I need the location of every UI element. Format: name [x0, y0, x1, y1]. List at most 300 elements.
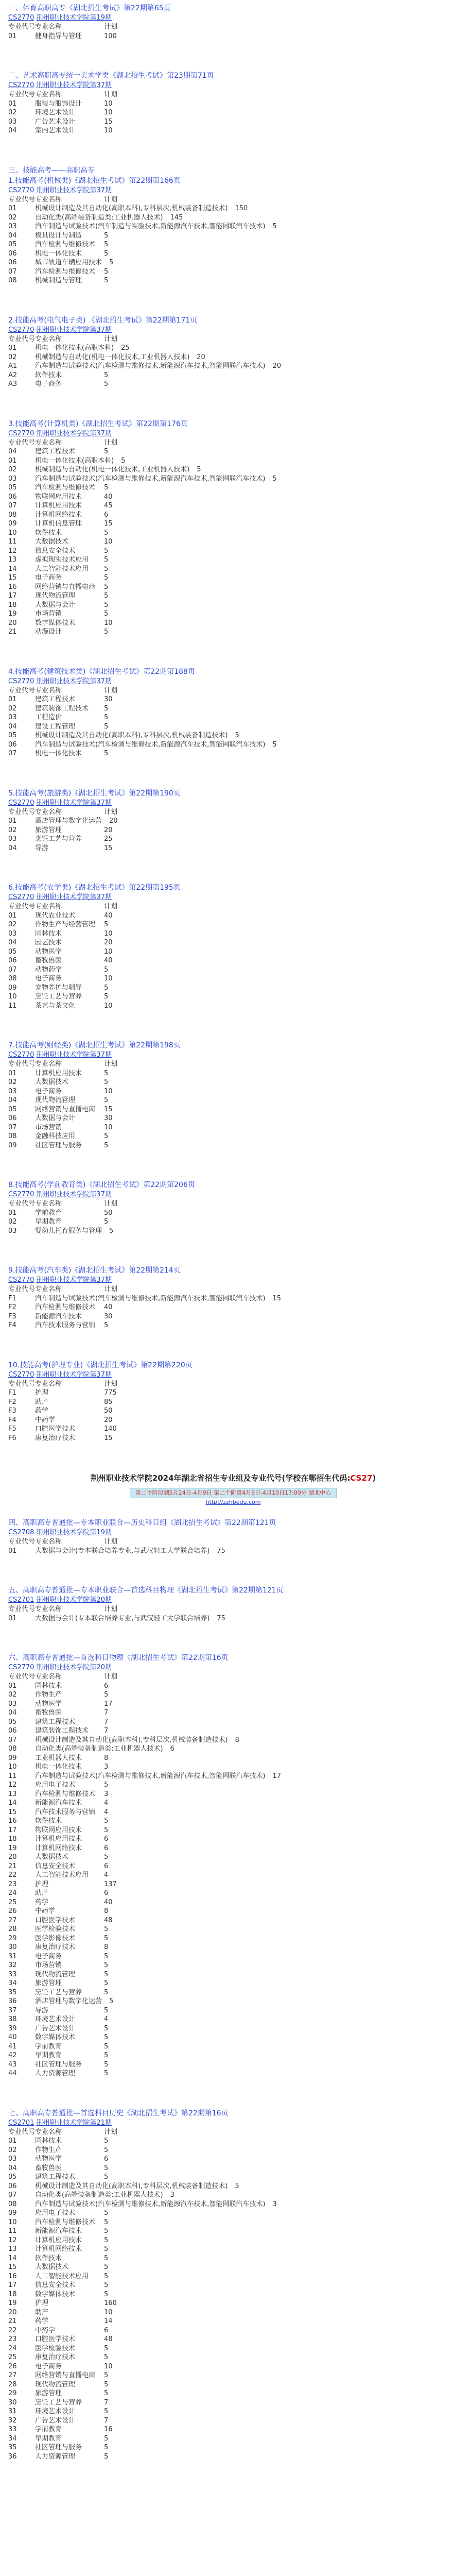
row-code: 01	[8, 2137, 17, 2145]
row-plan: 30	[104, 1312, 113, 1320]
row-name: 汽车制造与试验技术(汽车制造与实验技术,新能源汽车技术,智能网联汽车技术)	[35, 223, 266, 230]
table-row	[8, 2344, 458, 2353]
group-code-link[interactable]: CS2770	[8, 326, 34, 334]
row-plan: 5	[104, 556, 109, 564]
school-group-link[interactable]: 荆州职业技术学院第37期	[36, 799, 112, 807]
row-name: 自动化类(高端装备制造类:工业机器人技术)	[35, 1745, 163, 1753]
row-code: 35	[8, 2444, 17, 2451]
group-link-line	[8, 1663, 458, 1672]
row-plan: 5	[104, 2024, 109, 2032]
table-row	[8, 2353, 458, 2362]
row-code: 08	[8, 1132, 17, 1140]
table-row	[8, 362, 458, 371]
table-row	[8, 2416, 458, 2426]
section-title: 5.技能高考(旅游类)《湖北招生考试》第22期第190页	[8, 789, 181, 798]
table-row	[8, 1398, 458, 1407]
table-row	[8, 258, 458, 267]
row-code: 14	[8, 1799, 17, 1807]
group-code-link[interactable]: CS2770	[8, 1051, 34, 1059]
row-code: 38	[8, 2015, 17, 2023]
row-code: 01	[8, 456, 17, 465]
row-plan: 75	[217, 1547, 225, 1555]
row-code: 02	[8, 2146, 17, 2154]
row-plan: 5	[104, 371, 109, 379]
school-group-link[interactable]: 荆州职业技术学院第37期	[36, 429, 112, 437]
row-code: 10	[8, 1763, 17, 1771]
row-code: F6	[8, 1434, 16, 1442]
table-row	[8, 2380, 458, 2389]
table-row	[8, 213, 458, 223]
row-code: 36	[8, 2452, 17, 2461]
group-code-link[interactable]: CS2701	[8, 2119, 34, 2127]
school-group-link[interactable]: 荆州职业技术学院第19期	[36, 1529, 112, 1536]
row-plan: 5	[104, 2371, 109, 2379]
row-code: 05	[8, 241, 17, 248]
row-code: 22	[8, 1871, 17, 1879]
row-plan: 5	[104, 2254, 109, 2262]
row-code: 34	[8, 1979, 17, 1987]
row-name: 康复治疗技术	[35, 1434, 76, 1442]
program-section	[8, 1360, 458, 1443]
row-plan: 5	[104, 2033, 109, 2041]
table-row	[8, 1069, 458, 1078]
row-plan: 4	[104, 1799, 109, 1807]
row-plan: 7	[104, 2398, 109, 2406]
table-row	[8, 1682, 458, 1691]
group-code-link[interactable]: CS2770	[8, 799, 34, 807]
row-name: 建设工程管理	[35, 722, 76, 731]
row-plan: 5	[272, 474, 277, 483]
row-plan: 5	[104, 2209, 109, 2217]
group-link-line	[8, 893, 458, 902]
table-row	[8, 117, 458, 127]
row-code: 07	[8, 267, 17, 276]
row-plan: 7	[104, 1727, 109, 1735]
table-row	[8, 1096, 458, 1105]
row-name: 园艺技术	[35, 939, 62, 946]
school-group-link[interactable]: 荆州职业技术学院第37期	[36, 1051, 112, 1059]
row-plan: 5	[104, 921, 109, 928]
row-code: 03	[8, 1087, 17, 1095]
row-plan: 5	[104, 565, 109, 573]
row-name: 汽车制造与试验技术(汽车检测与维修技术,新能源汽车技术,智能网联汽车技术)	[35, 474, 266, 483]
section-title: 二、艺术高职高专统一美术学类《湖北招生考试》第23期第71页	[8, 72, 214, 80]
row-name: 社区管理与服务	[35, 2444, 82, 2451]
section-title: 一、体育高职高专《湖北招生考试》第22期第65页	[8, 4, 171, 12]
row-name: 现代物流管理	[35, 2380, 76, 2388]
table-row	[8, 2371, 458, 2380]
row-name: 汽车制造与试验技术(汽车检测与维修技术,新能源汽车技术,智能网联汽车技术)	[35, 1294, 266, 1302]
row-name: 社区管理与服务	[35, 1141, 82, 1149]
group-link-line	[8, 1528, 458, 1537]
table-header	[8, 195, 458, 205]
table-row	[8, 1925, 458, 1934]
table-row	[8, 2452, 458, 2462]
table-row	[8, 1321, 458, 1330]
row-name: 汽车检测与维修技术	[35, 2218, 96, 2226]
table-row	[8, 1132, 458, 1141]
group-link-line	[8, 1190, 458, 1199]
header-plan: 计划	[104, 1200, 118, 1208]
row-plan: 5	[104, 2164, 109, 2172]
row-name: 助产	[35, 2308, 49, 2316]
row-name: 软件技术	[35, 1817, 62, 1825]
table-row	[8, 555, 458, 565]
row-code: 24	[8, 1889, 17, 1897]
table-row	[8, 2173, 458, 2182]
header-plan: 计划	[104, 686, 118, 694]
group-code-link[interactable]: CS2770	[8, 893, 34, 901]
row-name: 药学	[35, 2317, 49, 2325]
table-row	[8, 1736, 458, 1745]
row-code: 18	[8, 2290, 17, 2298]
row-name: 建筑装饰工程技术	[35, 1727, 89, 1735]
row-code: 09	[8, 2209, 17, 2217]
table-row	[8, 2290, 458, 2299]
row-plan: 15	[104, 1105, 113, 1113]
table-row	[8, 1898, 458, 1907]
row-plan: 5	[104, 965, 109, 974]
row-code: 17	[8, 592, 17, 600]
row-plan: 5	[104, 1925, 109, 1933]
row-code: 08	[8, 511, 17, 519]
row-plan: 5	[121, 456, 126, 465]
school-group-link[interactable]: 荆州职业技术学院第37期	[36, 677, 112, 685]
table-row	[8, 1952, 458, 1961]
section-title: 五、高职高专普通批—专本职业联合—首选科目物理《湖北招生考试》第22期第121页	[8, 1586, 284, 1595]
row-code: 37	[8, 2006, 17, 2014]
row-name: 电子商务	[35, 574, 62, 582]
row-name: 物联网应用技术	[35, 493, 82, 501]
row-code: 04	[8, 722, 17, 731]
table-row	[8, 344, 458, 353]
row-name: 网络营销与直播电商	[35, 1105, 96, 1113]
table-row	[8, 749, 458, 758]
table-row	[8, 601, 458, 610]
row-code: 03	[8, 474, 17, 483]
header-plan: 计划	[104, 1538, 118, 1546]
row-plan: 150	[235, 205, 248, 212]
row-name: 计算机应用技术	[35, 2236, 82, 2244]
row-plan: 20	[109, 817, 118, 825]
row-name: 室内艺术设计	[35, 127, 76, 134]
row-name: 人力资源管理	[35, 2452, 76, 2461]
row-code: F1	[8, 1389, 16, 1397]
table-row	[8, 483, 458, 493]
table-row	[8, 1726, 458, 1736]
header-name: 专业名称	[35, 686, 62, 694]
table-row	[8, 2051, 458, 2060]
table-row	[8, 1434, 458, 1443]
row-name: 园林技术	[35, 1682, 62, 1690]
row-plan: 8	[104, 1754, 109, 1762]
header-code: 专业代号	[8, 1200, 36, 1208]
group-code-link[interactable]: CS2770	[8, 186, 34, 194]
header-code: 专业代号	[8, 1285, 36, 1293]
row-plan: 7	[104, 1709, 109, 1717]
row-name: 工业机器人技术	[35, 1754, 82, 1762]
section-title: 七、高职高专普通批—首选科目历史《湖北招生考试》第22期第16页	[8, 2109, 229, 2117]
row-name: 人工智能技术应用	[35, 565, 89, 573]
table-row	[8, 947, 458, 957]
row-plan: 6	[104, 511, 109, 519]
row-code: F1	[8, 1294, 16, 1302]
table-row	[8, 740, 458, 750]
table-row	[8, 231, 458, 241]
table-row	[8, 2299, 458, 2308]
table-row	[8, 1227, 458, 1236]
table-row	[8, 2155, 458, 2164]
table-row	[8, 2042, 458, 2052]
row-code: 20	[8, 619, 17, 627]
header-plan: 计划	[104, 1605, 118, 1613]
row-name: 中药学	[35, 1416, 56, 1424]
table-row	[8, 1217, 458, 1227]
row-name: 口腔医学技术	[35, 1425, 76, 1433]
table-row	[8, 929, 458, 939]
row-name: 建筑工程技术	[35, 1718, 76, 1726]
row-plan: 5	[235, 2182, 239, 2190]
row-name: 医学检验技术	[35, 2344, 76, 2352]
row-plan: 10	[104, 1087, 113, 1095]
row-code: 07	[8, 965, 17, 974]
row-code: 07	[8, 2191, 17, 2199]
row-name: 金融科技应用	[35, 1132, 76, 1140]
table-row	[8, 1997, 458, 2006]
row-name: 烹饪工艺与营养	[35, 2398, 82, 2406]
table-row	[8, 447, 458, 456]
banner-title-suffix: )	[372, 1473, 376, 1483]
row-code: 02	[8, 1691, 17, 1699]
row-name: 中药学	[35, 1907, 56, 1915]
row-code: 03	[8, 1227, 17, 1235]
table-row	[8, 1547, 458, 1556]
row-code: 29	[8, 2389, 17, 2397]
row-name: 康复治疗技术	[35, 1943, 76, 1951]
row-plan: 5	[104, 2227, 109, 2235]
row-code: 02	[8, 1218, 17, 1226]
header-plan: 计划	[104, 23, 118, 31]
row-plan: 5	[104, 574, 109, 582]
program-section	[8, 165, 458, 285]
row-plan: 5	[104, 1321, 109, 1329]
row-code: 36	[8, 1997, 17, 2005]
row-code: 11	[8, 1002, 17, 1010]
row-plan: 5	[104, 1096, 109, 1104]
program-section	[8, 419, 458, 637]
row-code: 20	[8, 1853, 17, 1861]
table-row	[8, 1826, 458, 1835]
school-group-link[interactable]: 荆州职业技术学院第21期	[36, 2119, 112, 2127]
table-row	[8, 2254, 458, 2263]
row-name: 旅游管理	[35, 826, 62, 834]
row-plan: 17	[272, 1772, 281, 1780]
table-row	[8, 1853, 458, 1862]
row-code: 07	[8, 1123, 17, 1131]
group-code-link[interactable]: CS2770	[8, 81, 34, 89]
row-name: 酒店管理与数字化运营	[35, 1997, 102, 2005]
table-row	[8, 2146, 458, 2155]
row-plan: 5	[104, 750, 109, 757]
group-code-link[interactable]: CS2701	[8, 1596, 34, 1604]
group-code-link[interactable]: CS2770	[8, 14, 34, 22]
row-name: 机械制造与自动化(机电一体化技术,工业机器人技术)	[35, 353, 190, 361]
row-name: 工程造价	[35, 714, 62, 721]
row-code: 03	[8, 835, 17, 843]
group-code-link[interactable]: CS2770	[8, 429, 34, 437]
row-code: 21	[8, 628, 17, 636]
row-name: 大数据与会计	[35, 1114, 76, 1122]
row-plan: 15	[272, 1294, 281, 1302]
row-name: 汽车检测与维修技术	[35, 1303, 96, 1311]
group-code-link[interactable]: CS2770	[8, 677, 34, 685]
row-name: 汽车检测与维修技术	[35, 484, 96, 492]
group-code-link[interactable]: CS2770	[8, 1370, 34, 1379]
row-code: 30	[8, 1943, 17, 1951]
table-row	[8, 1312, 458, 1321]
row-code: 31	[8, 1952, 17, 1960]
group-code-link[interactable]: CS2770	[8, 1191, 34, 1198]
row-code: 09	[8, 984, 17, 992]
row-code: 03	[8, 929, 17, 938]
header-code: 专业代号	[8, 335, 36, 343]
school-group-link[interactable]: 荆州职业技术学院第37期	[36, 326, 112, 334]
banner-url-link[interactable]: http://zzhbedu.com	[205, 1499, 261, 1505]
row-name: 社区管理与服务	[35, 2060, 82, 2069]
row-code: 28	[8, 2380, 17, 2388]
row-code: 35	[8, 1988, 17, 1996]
table-row	[8, 474, 458, 484]
row-name: 机械设计制造及其自动化(高职本科),专科层次,机械装备制造技术)	[35, 732, 228, 739]
row-name: 信息安全技术	[35, 2281, 76, 2289]
school-group-link[interactable]: 荆州职业技术学院第20期	[36, 1664, 112, 1671]
row-name: 现代物流管理	[35, 1970, 76, 1978]
row-name: 建筑工程技术	[35, 696, 76, 703]
table-row	[8, 1762, 458, 1772]
group-code-link[interactable]: CS2770	[8, 1276, 34, 1284]
table-row	[8, 2245, 458, 2254]
row-plan: 5	[104, 1141, 109, 1149]
table-header	[8, 808, 458, 817]
row-code: 10	[8, 993, 17, 1001]
row-plan: 20	[104, 939, 113, 946]
section-title: 3.技能高考(计算机类)《湖北招生考试》第22期第176页	[8, 419, 188, 428]
row-name: 动物医学	[35, 1700, 62, 1708]
row-code: F2	[8, 1303, 16, 1311]
header-name: 专业名称	[35, 1200, 62, 1208]
table-row	[8, 2069, 458, 2078]
table-row	[8, 731, 458, 740]
row-name: 计算机应用技术	[35, 1835, 82, 1843]
header-code: 专业代号	[8, 1538, 36, 1546]
row-code: 06	[8, 1727, 17, 1735]
row-code: 25	[8, 1898, 17, 1906]
section-title: 六、高职高专普通批—首选科目物理《湖北招生考试》第22期第16页	[8, 1654, 229, 1662]
row-code: 21	[8, 2317, 17, 2325]
row-code: 28	[8, 1925, 17, 1933]
school-group-link[interactable]: 荆州职业技术学院第37期	[36, 1370, 112, 1379]
row-plan: 5	[272, 223, 277, 230]
group-code-link[interactable]: CS2770	[8, 1664, 34, 1671]
row-name: 新能源汽车技术	[35, 1312, 82, 1320]
table-row	[8, 1988, 458, 1997]
row-plan: 5	[104, 583, 109, 591]
row-name: 广告艺术设计	[35, 117, 76, 126]
table-row	[8, 1708, 458, 1718]
row-plan: 3	[170, 2191, 175, 2199]
row-code: 01	[8, 1682, 17, 1690]
school-group-link[interactable]: 荆州职业技术学院第37期	[36, 893, 112, 901]
table-header	[8, 1285, 458, 1294]
group-link-line	[8, 326, 458, 335]
row-code: 05	[8, 732, 17, 739]
row-plan: 10	[104, 99, 113, 108]
group-code-link[interactable]: CS2708	[8, 1529, 34, 1536]
program-section	[8, 667, 458, 758]
row-plan: 10	[104, 929, 113, 938]
row-code: 04	[8, 448, 17, 455]
row-plan: 5	[104, 1691, 109, 1699]
table-row	[8, 609, 458, 619]
row-name: 大数据技术	[35, 538, 69, 546]
row-code: 33	[8, 1970, 17, 1978]
row-plan: 5	[104, 2434, 109, 2443]
school-group-link[interactable]: 荆州职业技术学院第37期	[36, 81, 112, 89]
row-code: 01	[8, 344, 17, 352]
table-row	[8, 2191, 458, 2200]
row-plan: 6	[104, 1835, 109, 1843]
table-row	[8, 1105, 458, 1114]
table-row	[8, 2024, 458, 2033]
row-plan: 6	[104, 2326, 109, 2334]
row-plan: 10	[104, 109, 113, 116]
row-plan: 5	[104, 241, 109, 248]
row-plan: 5	[104, 529, 109, 537]
school-group-link[interactable]: 荆州职业技术学院第37期	[36, 1191, 112, 1198]
table-row	[8, 1835, 458, 1844]
row-code: 06	[8, 249, 17, 258]
row-name: 助产	[35, 1398, 49, 1406]
row-plan: 25	[104, 835, 113, 843]
row-plan: 10	[104, 2308, 113, 2316]
row-code: 25	[8, 2353, 17, 2361]
row-name: 自动化类(高端装备制造类:工业机器人技术)	[35, 213, 163, 222]
table-row	[8, 99, 458, 109]
table-row	[8, 2434, 458, 2444]
row-code: 27	[8, 1916, 17, 1924]
row-plan: 5	[104, 1961, 109, 1969]
school-group-link[interactable]: 荆州职业技术学院第37期	[36, 186, 112, 194]
row-name: 烹饪工艺与营养	[35, 835, 82, 843]
table-row	[8, 2236, 458, 2245]
row-code: 40	[8, 2033, 17, 2041]
school-group-link[interactable]: 荆州职业技术学院第19期	[36, 14, 112, 22]
school-group-link[interactable]: 荆州职业技术学院第37期	[36, 1276, 112, 1284]
row-plan: 5	[109, 1227, 114, 1235]
header-plan: 计划	[104, 91, 118, 98]
row-name: 动漫设计	[35, 628, 62, 636]
row-plan: 40	[104, 911, 113, 920]
group-link-line	[8, 1050, 458, 1060]
row-code: F5	[8, 1425, 16, 1433]
row-plan: 5	[104, 1132, 109, 1140]
row-plan: 5	[104, 1979, 109, 1987]
row-plan: 5	[104, 2218, 109, 2226]
row-code: 02	[8, 826, 17, 834]
row-plan: 5	[104, 610, 109, 618]
group-link-line	[8, 13, 458, 23]
school-group-link[interactable]: 荆州职业技术学院第20期	[36, 1596, 112, 1604]
